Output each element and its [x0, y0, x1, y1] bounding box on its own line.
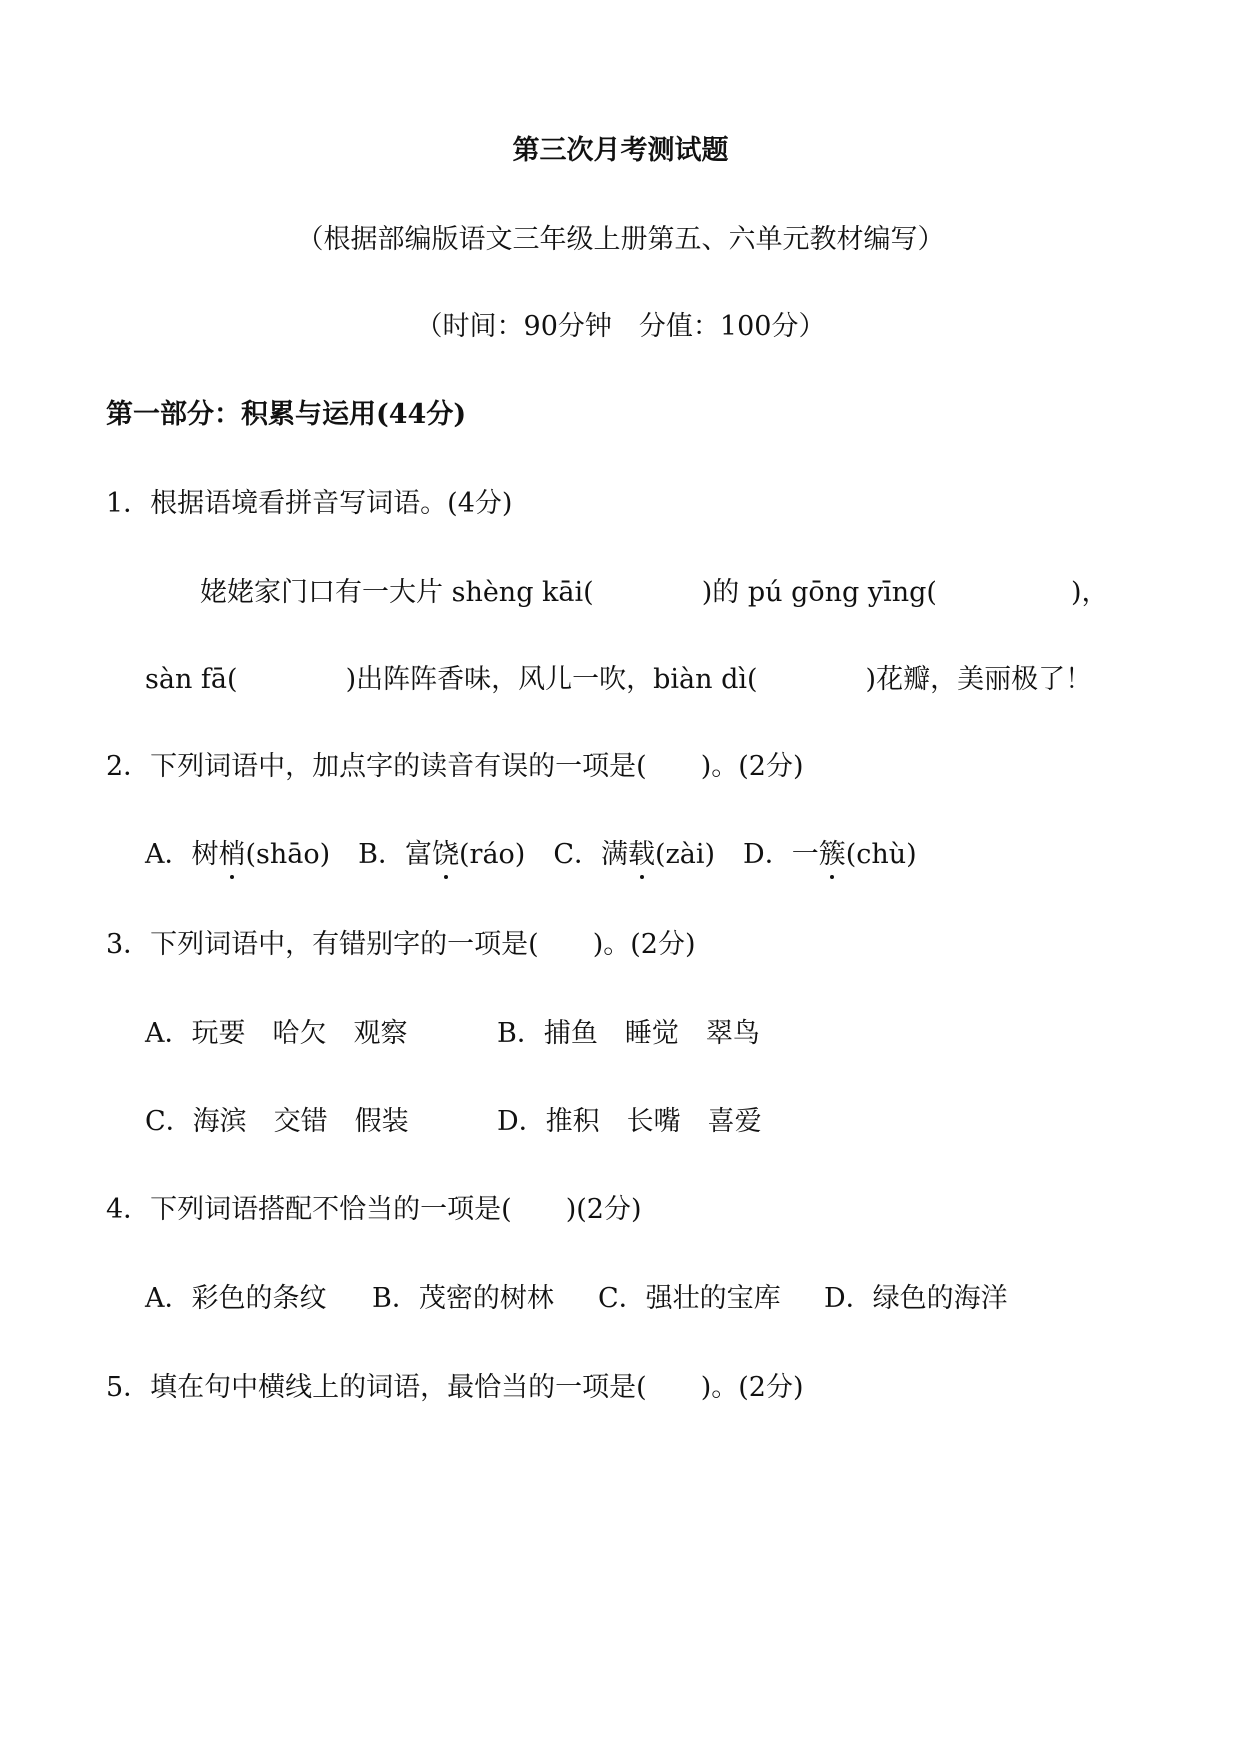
- q1-line1-part2: )的 pú gōng yīng(: [701, 577, 937, 608]
- question-3-stem: 3．下列词语中，有错别字的一项是( )。(2分): [106, 929, 696, 960]
- question-1-line-2: [145, 662, 1092, 698]
- exam-info: （时间：90分钟 分值：100分）: [415, 311, 826, 342]
- question-2-stem: 2．下列词语中，加点字的读音有误的一项是( )。(2分): [106, 751, 804, 782]
- option-b[interactable]: B．茂密的树林: [372, 1283, 554, 1314]
- page-title: 第三次月考测试题: [512, 135, 729, 166]
- question-2-options: [145, 837, 917, 873]
- q1-line1-part1: 姥姥家门口有一大片 shèng kāi(: [200, 577, 594, 608]
- page-subtitle: （根据部编版语文三年级上册第五、六单元教材编写）: [296, 224, 945, 255]
- question-4-stem: 4．下列词语搭配不恰当的一项是( )(2分): [106, 1194, 642, 1225]
- dotted-char: 载: [628, 837, 655, 873]
- section-heading: 第一部分：积累与运用(44分): [106, 399, 467, 430]
- q1-line2-part2: )出阵阵香味，风儿一吹，biàn dì(: [345, 664, 758, 695]
- q1-line1-part3: )，: [1070, 577, 1109, 608]
- question-1-stem: 1．根据语境看拼音写词语。(4分): [106, 488, 513, 519]
- question-1-line-1: [200, 575, 1109, 611]
- question-5-stem: 5．填在句中横线上的词语，最恰当的一项是( )。(2分): [106, 1372, 804, 1403]
- option-a[interactable]: A．树梢(shāo): [145, 837, 330, 873]
- option-d[interactable]: D．绿色的海洋: [824, 1283, 1008, 1314]
- option-d[interactable]: D．一簇(chù): [743, 837, 917, 873]
- option-c[interactable]: C．满载(zài): [553, 837, 715, 873]
- option-a[interactable]: A．玩要 哈欠 观察: [145, 1018, 408, 1049]
- dotted-char: 饶: [432, 837, 459, 873]
- option-a[interactable]: A．彩色的条纹: [145, 1283, 327, 1314]
- q1-line2-part3: )花瓣，美丽极了！: [865, 664, 1093, 695]
- dotted-char: 簇: [819, 837, 846, 873]
- option-c[interactable]: C．强壮的宝库: [598, 1283, 781, 1314]
- q1-line2-part1: sàn fā(: [145, 664, 238, 695]
- dotted-char: 梢: [219, 837, 246, 873]
- option-c[interactable]: C．海滨 交错 假装: [145, 1106, 409, 1137]
- option-d[interactable]: D．推积 长嘴 喜爱: [497, 1106, 762, 1137]
- option-b[interactable]: B．捕鱼 睡觉 翠鸟: [497, 1018, 760, 1049]
- option-b[interactable]: B．富饶(ráo): [358, 837, 525, 873]
